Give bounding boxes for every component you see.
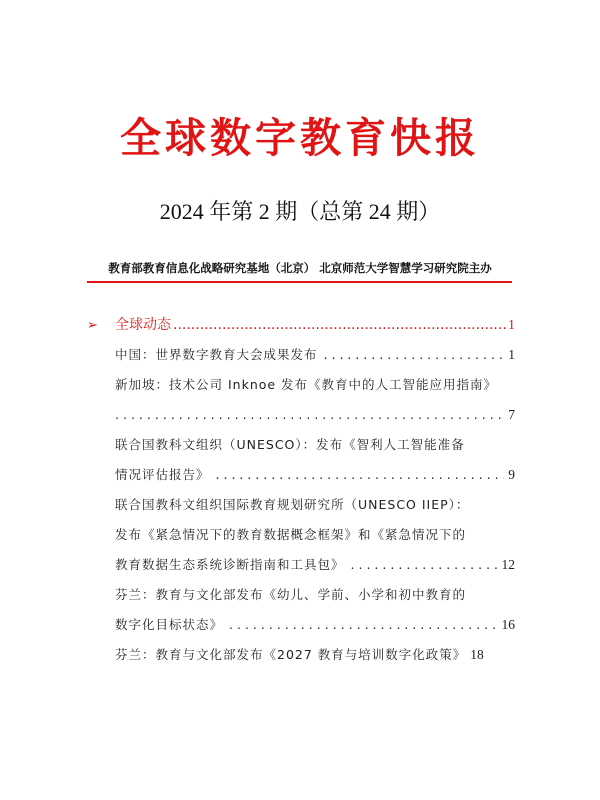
toc-entry-page: 9	[508, 467, 515, 482]
table-of-contents	[87, 310, 515, 670]
header-divider	[87, 281, 512, 283]
toc-leader-dots	[173, 310, 506, 340]
toc-entry-page: 1	[508, 347, 515, 362]
toc-entry-text: 中国：世界数字教育大会成果发布	[115, 347, 318, 362]
toc-entry-text: 联合国教科文组织（UNESCO）：发布《智利人工智能准备	[115, 437, 465, 452]
toc-entry[interactable]	[87, 430, 515, 490]
toc-leader-dots	[324, 340, 505, 370]
toc-entry-text: 教育数据生态系统诊断指南和工具包》	[115, 557, 345, 572]
toc-entry-text: 芬兰：教育与文化部发布《2027 教育与培训数字化政策》	[115, 647, 467, 662]
sponsor-line: 教育部教育信息化战略研究基地（北京） 北京师范大学智慧学习研究院主办	[108, 261, 492, 275]
toc-entry-page: 7	[508, 407, 515, 422]
toc-leader-dots	[351, 550, 498, 580]
toc-entry-page: 12	[501, 557, 515, 572]
toc-entry[interactable]	[87, 640, 515, 670]
toc-entry-text: 情况评估报告》	[115, 467, 210, 482]
toc-entry-text: 芬兰：教育与文化部发布《幼儿、学前、小学和初中教育的	[115, 587, 467, 602]
toc-section-global-news[interactable]	[87, 310, 515, 340]
issue-number: 2024 年第 2 期（总第 24 期）	[159, 199, 441, 224]
toc-leader-dots	[216, 460, 505, 490]
arrow-bullet-icon: ➢	[87, 318, 98, 333]
toc-entry-page: 16	[501, 617, 515, 632]
toc-entry-page: 18	[470, 647, 484, 662]
toc-entry[interactable]	[87, 490, 515, 580]
toc-leader-dots	[115, 400, 504, 430]
toc-leader-dots	[229, 610, 497, 640]
toc-section-label: 全球动态	[115, 317, 171, 333]
report-title: 全球数字教育快报	[120, 114, 480, 162]
toc-entry[interactable]	[87, 340, 515, 370]
toc-entry[interactable]	[87, 370, 515, 430]
toc-section-page: 1	[508, 318, 515, 333]
toc-entry-text: 数字化目标状态》	[115, 617, 224, 632]
toc-entry[interactable]	[87, 580, 515, 640]
toc-entry-text: 联合国教科文组织国际教育规划研究所（UNESCO IIEP）：	[115, 497, 470, 512]
toc-entry-text: 发布《紧急情况下的教育数据概念框架》和《紧急情况下的	[115, 527, 467, 542]
toc-entry-text: 新加坡：技术公司 Inknoe 发布《教育中的人工智能应用指南》	[115, 377, 498, 392]
